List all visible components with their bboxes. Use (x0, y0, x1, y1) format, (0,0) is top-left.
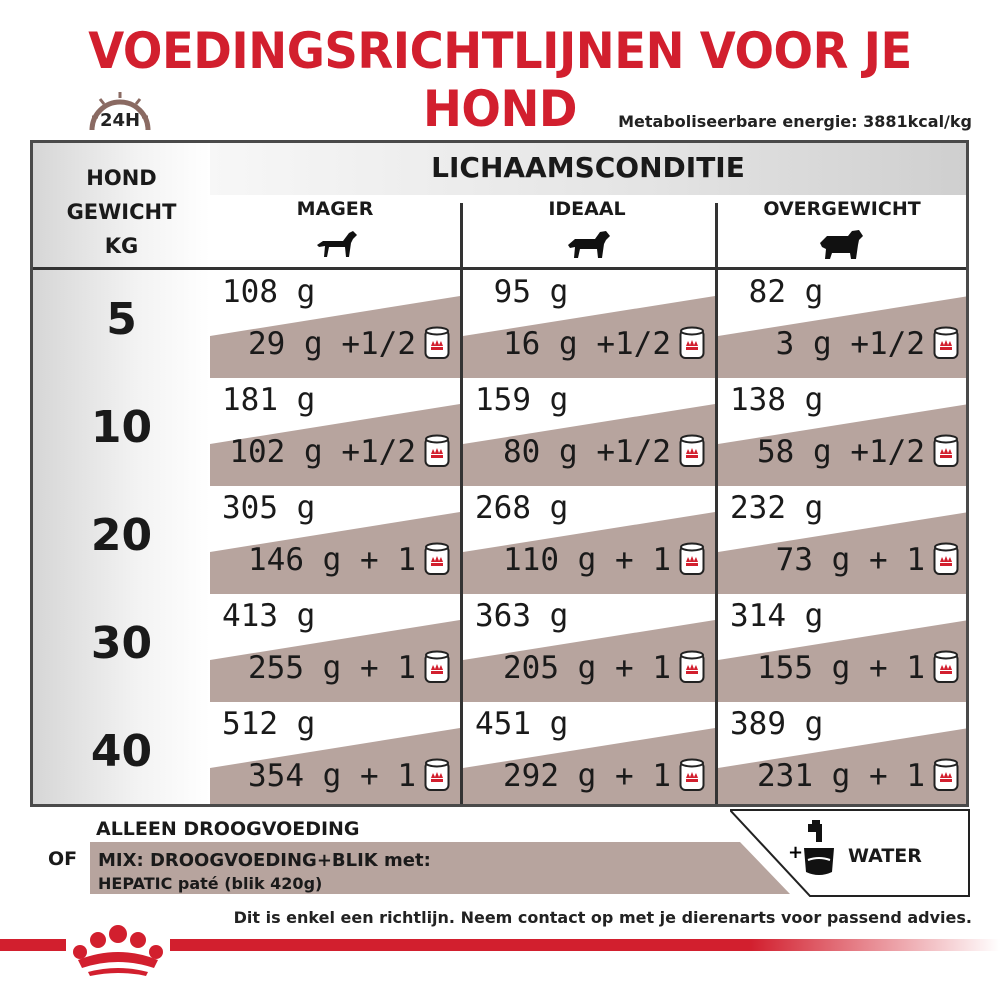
dry-amount: 389 g (730, 706, 824, 742)
dog-weight-header-line: GEWICHT (66, 200, 177, 224)
dog-overweight-icon (818, 227, 864, 263)
legend-mix-line1: MIX: DROOGVOEDING+BLIK met: (98, 850, 431, 871)
can-icon (424, 326, 450, 360)
water-tap-icon (804, 820, 834, 875)
dry-amount: 181 g (222, 382, 316, 418)
table-cell (210, 702, 460, 807)
water-label: WATER (848, 845, 922, 867)
can-icon (679, 434, 705, 468)
table-cell (210, 486, 460, 594)
mix-amount: 102 g +1/2 (229, 434, 416, 470)
mix-amount: 354 g + 1 (248, 758, 416, 794)
condition-header: LICHAAMSCONDITIE (431, 151, 745, 184)
weight-cell: 30 (90, 618, 153, 669)
mix-amount: 292 g + 1 (503, 758, 671, 794)
dry-amount: 363 g (475, 598, 569, 634)
table-cell (210, 378, 460, 486)
can-icon (424, 758, 450, 792)
dog-weight-header-line: KG (104, 234, 139, 258)
can-icon (679, 542, 705, 576)
dog-lean-icon (313, 227, 359, 263)
mix-amount: 146 g + 1 (248, 542, 416, 578)
dry-amount: 305 g (222, 490, 316, 526)
dry-amount: 413 g (222, 598, 316, 634)
mix-amount: 255 g + 1 (248, 650, 416, 686)
footnote: Dit is enkel een richtlijn. Neem contact op met je dierenarts voor passend advies. (233, 908, 972, 927)
dry-amount: 138 g (730, 382, 824, 418)
table-cell (210, 270, 460, 378)
mix-amount: 80 g +1/2 (484, 434, 671, 470)
page-title: VOEDINGSRICHTLIJNEN VOOR JE HOND (88, 22, 912, 138)
table-cell (463, 486, 715, 594)
svg-text:+: + (788, 842, 804, 863)
can-icon (424, 650, 450, 684)
table-cell (210, 594, 460, 702)
can-icon (933, 758, 959, 792)
can-icon (933, 434, 959, 468)
dry-amount: 232 g (730, 490, 824, 526)
table-cell (463, 594, 715, 702)
mix-amount: 110 g + 1 (503, 542, 671, 578)
dry-amount: 82 g (730, 274, 824, 310)
table-cell (463, 270, 715, 378)
dog-ideal-icon (565, 227, 611, 263)
dog-weight-header (33, 161, 210, 263)
weight-cell: 5 (106, 294, 137, 345)
column-header-overgewicht: OVERGEWICHT (763, 198, 921, 220)
can-icon (679, 758, 705, 792)
can-icon (679, 650, 705, 684)
mix-amount: 231 g + 1 (757, 758, 925, 794)
dry-amount: 108 g (222, 274, 316, 310)
dog-weight-header-line: HOND (86, 166, 157, 190)
clock-label: 24H (99, 110, 141, 131)
dry-amount: 95 g (475, 274, 569, 310)
mix-amount: 16 g +1/2 (484, 326, 671, 362)
column-header-mager: MAGER (296, 198, 374, 220)
can-icon (424, 434, 450, 468)
table-cell (718, 378, 969, 486)
mix-amount: 29 g +1/2 (229, 326, 416, 362)
legend-dry-only: ALLEEN DROOGVOEDING (96, 818, 360, 840)
dry-amount: 159 g (475, 382, 569, 418)
dry-amount: 451 g (475, 706, 569, 742)
table-cell (718, 486, 969, 594)
dry-amount: 512 g (222, 706, 316, 742)
legend-or: OF (48, 848, 78, 870)
legend-mix-line2: HEPATIC paté (blik 420g) (98, 874, 323, 893)
can-icon (933, 542, 959, 576)
energy-info: Metaboliseerbare energie: 3881kcal/kg (618, 112, 972, 131)
table-cell (463, 702, 715, 807)
can-icon (679, 326, 705, 360)
weight-cell: 20 (90, 510, 153, 561)
table-cell (718, 594, 969, 702)
column-header-ideaal: IDEAAL (548, 198, 626, 220)
mix-amount: 58 g +1/2 (738, 434, 925, 470)
table-cell (718, 702, 969, 807)
can-icon (933, 650, 959, 684)
mix-amount: 3 g +1/2 (738, 326, 925, 362)
weight-cell: 10 (90, 402, 153, 453)
royal-canin-crown-icon (66, 918, 170, 980)
weight-cell: 40 (90, 726, 153, 777)
dry-amount: 268 g (475, 490, 569, 526)
mix-amount: 155 g + 1 (757, 650, 925, 686)
table-cell (463, 378, 715, 486)
can-icon (424, 542, 450, 576)
dry-amount: 314 g (730, 598, 824, 634)
mix-amount: 205 g + 1 (503, 650, 671, 686)
feeding-table (30, 140, 969, 807)
table-cell (718, 270, 969, 378)
can-icon (933, 326, 959, 360)
mix-amount: 73 g + 1 (757, 542, 925, 578)
